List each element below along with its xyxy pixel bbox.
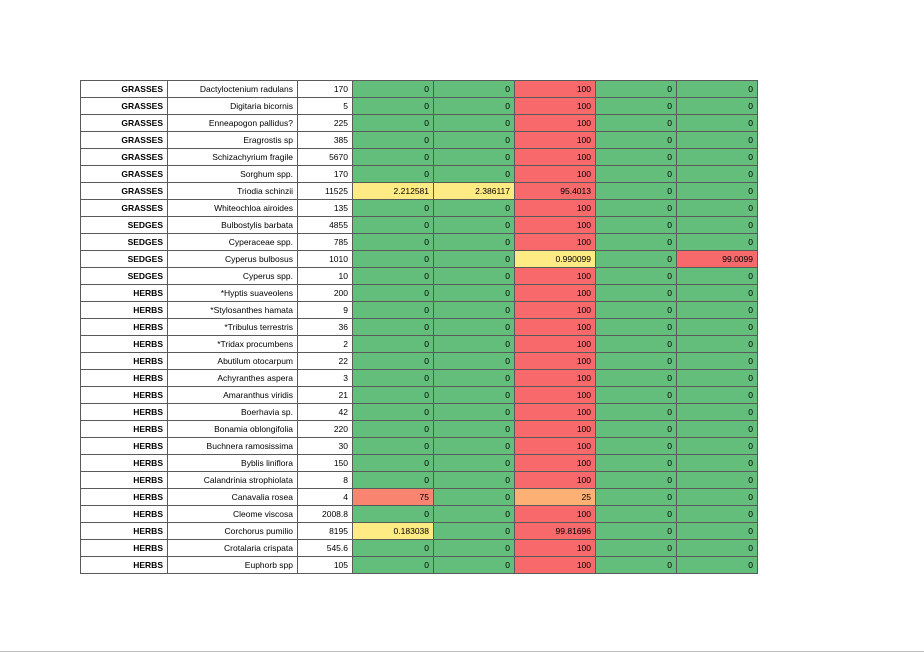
percent-cell-3: 100: [515, 149, 596, 166]
percent-cell-5: 0: [677, 438, 758, 455]
species-cell: Amaranthus viridis: [168, 387, 298, 404]
percent-cell-1: 0: [353, 370, 434, 387]
percent-cell-1: 0: [353, 472, 434, 489]
percent-cell-2: 0: [434, 302, 515, 319]
group-cell: GRASSES: [81, 166, 168, 183]
percent-cell-5: 0: [677, 234, 758, 251]
percent-cell-1: 0: [353, 285, 434, 302]
count-cell: 785: [298, 234, 353, 251]
percent-cell-4: 0: [596, 149, 677, 166]
percent-cell-4: 0: [596, 115, 677, 132]
percent-cell-3: 100: [515, 285, 596, 302]
percent-cell-5: 0: [677, 336, 758, 353]
species-percentage-table: [80, 80, 758, 574]
percent-cell-3: 100: [515, 132, 596, 149]
table-row: [81, 234, 758, 251]
count-cell: 5670: [298, 149, 353, 166]
percent-cell-3: 100: [515, 234, 596, 251]
species-cell: Cyperaceae spp.: [168, 234, 298, 251]
table-row: [81, 149, 758, 166]
table-row: [81, 387, 758, 404]
group-cell: HERBS: [81, 302, 168, 319]
species-cell: Enneapogon pallidus?: [168, 115, 298, 132]
count-cell: 135: [298, 200, 353, 217]
count-cell: 150: [298, 455, 353, 472]
percent-cell-5: 0: [677, 404, 758, 421]
percent-cell-3: 100: [515, 506, 596, 523]
table-row: [81, 523, 758, 540]
percent-cell-1: 75: [353, 489, 434, 506]
percent-cell-5: 0: [677, 557, 758, 574]
count-cell: 22: [298, 353, 353, 370]
percent-cell-5: 0: [677, 149, 758, 166]
species-cell: *Tribulus terrestris: [168, 319, 298, 336]
percent-cell-2: 0: [434, 217, 515, 234]
group-cell: GRASSES: [81, 115, 168, 132]
percent-cell-5: 0: [677, 217, 758, 234]
percent-cell-1: 0: [353, 149, 434, 166]
count-cell: 4: [298, 489, 353, 506]
percent-cell-4: 0: [596, 489, 677, 506]
percent-cell-1: 0: [353, 557, 434, 574]
group-cell: GRASSES: [81, 200, 168, 217]
percent-cell-5: 99.0099: [677, 251, 758, 268]
species-cell: Bulbostylis barbata: [168, 217, 298, 234]
group-cell: HERBS: [81, 319, 168, 336]
table-row: [81, 183, 758, 200]
percent-cell-5: 0: [677, 506, 758, 523]
percent-cell-4: 0: [596, 438, 677, 455]
table-row: [81, 506, 758, 523]
percent-cell-2: 0: [434, 234, 515, 251]
count-cell: 170: [298, 166, 353, 183]
percent-cell-4: 0: [596, 302, 677, 319]
count-cell: 170: [298, 81, 353, 98]
percent-cell-3: 100: [515, 370, 596, 387]
table-row: [81, 455, 758, 472]
group-cell: HERBS: [81, 523, 168, 540]
species-cell: Boerhavia sp.: [168, 404, 298, 421]
species-cell: Cleome viscosa: [168, 506, 298, 523]
percent-cell-4: 0: [596, 98, 677, 115]
count-cell: 2: [298, 336, 353, 353]
percent-cell-1: 0: [353, 251, 434, 268]
percent-cell-4: 0: [596, 200, 677, 217]
species-cell: Buchnera ramosissima: [168, 438, 298, 455]
percent-cell-3: 100: [515, 319, 596, 336]
percent-cell-4: 0: [596, 319, 677, 336]
percent-cell-1: 0: [353, 217, 434, 234]
percent-cell-1: 0: [353, 200, 434, 217]
percent-cell-4: 0: [596, 370, 677, 387]
percent-cell-5: 0: [677, 115, 758, 132]
percent-cell-5: 0: [677, 268, 758, 285]
percent-cell-3: 25: [515, 489, 596, 506]
group-cell: HERBS: [81, 455, 168, 472]
percent-cell-1: 0: [353, 540, 434, 557]
group-cell: HERBS: [81, 506, 168, 523]
percent-cell-1: 0.183038: [353, 523, 434, 540]
percent-cell-4: 0: [596, 81, 677, 98]
percent-cell-2: 0: [434, 115, 515, 132]
count-cell: 545.6: [298, 540, 353, 557]
page-bottom-rule: [0, 651, 924, 652]
percent-cell-4: 0: [596, 268, 677, 285]
percent-cell-4: 0: [596, 557, 677, 574]
species-cell: Dactyloctenium radulans: [168, 81, 298, 98]
percent-cell-3: 100: [515, 438, 596, 455]
species-cell: Calandrinia strophiolata: [168, 472, 298, 489]
count-cell: 8: [298, 472, 353, 489]
species-cell: *Tridax procumbens: [168, 336, 298, 353]
table-row: [81, 302, 758, 319]
percent-cell-5: 0: [677, 523, 758, 540]
percent-cell-4: 0: [596, 421, 677, 438]
group-cell: SEDGES: [81, 234, 168, 251]
percent-cell-5: 0: [677, 200, 758, 217]
percent-cell-2: 0: [434, 472, 515, 489]
percent-cell-5: 0: [677, 370, 758, 387]
table-row: [81, 557, 758, 574]
percent-cell-5: 0: [677, 353, 758, 370]
percent-cell-1: 0: [353, 132, 434, 149]
species-cell: Corchorus pumilio: [168, 523, 298, 540]
percent-cell-5: 0: [677, 302, 758, 319]
percent-cell-4: 0: [596, 540, 677, 557]
percent-cell-5: 0: [677, 166, 758, 183]
species-cell: Euphorb spp: [168, 557, 298, 574]
count-cell: 21: [298, 387, 353, 404]
species-cell: Sorghum spp.: [168, 166, 298, 183]
percent-cell-4: 0: [596, 251, 677, 268]
percent-cell-1: 0: [353, 404, 434, 421]
table-row: [81, 421, 758, 438]
table-row: [81, 166, 758, 183]
count-cell: 225: [298, 115, 353, 132]
table-body: [81, 81, 758, 574]
table-row: [81, 472, 758, 489]
percent-cell-2: 0: [434, 370, 515, 387]
species-cell: Whiteochloa airoides: [168, 200, 298, 217]
percent-cell-2: 0: [434, 132, 515, 149]
table-row: [81, 251, 758, 268]
percent-cell-4: 0: [596, 285, 677, 302]
percent-cell-2: 0: [434, 404, 515, 421]
percent-cell-5: 0: [677, 132, 758, 149]
species-cell: Cyperus spp.: [168, 268, 298, 285]
table-row: [81, 81, 758, 98]
percent-cell-2: 0: [434, 353, 515, 370]
species-cell: Achyranthes aspera: [168, 370, 298, 387]
percent-cell-1: 0: [353, 234, 434, 251]
percent-cell-1: 0: [353, 115, 434, 132]
percent-cell-4: 0: [596, 506, 677, 523]
group-cell: HERBS: [81, 438, 168, 455]
percent-cell-5: 0: [677, 183, 758, 200]
group-cell: HERBS: [81, 421, 168, 438]
group-cell: GRASSES: [81, 149, 168, 166]
group-cell: HERBS: [81, 336, 168, 353]
table-row: [81, 336, 758, 353]
percent-cell-1: 0: [353, 319, 434, 336]
count-cell: 3: [298, 370, 353, 387]
percent-cell-1: 0: [353, 421, 434, 438]
percent-cell-1: 0: [353, 81, 434, 98]
percent-cell-1: 2.212581: [353, 183, 434, 200]
percent-cell-2: 2.386117: [434, 183, 515, 200]
percent-cell-2: 0: [434, 166, 515, 183]
percent-cell-3: 100: [515, 455, 596, 472]
percent-cell-1: 0: [353, 166, 434, 183]
group-cell: GRASSES: [81, 98, 168, 115]
group-cell: HERBS: [81, 387, 168, 404]
percent-cell-5: 0: [677, 421, 758, 438]
group-cell: HERBS: [81, 557, 168, 574]
species-cell: Eragrostis sp: [168, 132, 298, 149]
species-cell: Digitaria bicornis: [168, 98, 298, 115]
percent-cell-1: 0: [353, 98, 434, 115]
percent-cell-3: 0.990099: [515, 251, 596, 268]
count-cell: 2008.8: [298, 506, 353, 523]
percent-cell-2: 0: [434, 557, 515, 574]
percent-cell-3: 100: [515, 166, 596, 183]
group-cell: GRASSES: [81, 132, 168, 149]
percent-cell-2: 0: [434, 506, 515, 523]
percent-cell-3: 100: [515, 268, 596, 285]
percent-cell-2: 0: [434, 268, 515, 285]
species-cell: Abutilum otocarpum: [168, 353, 298, 370]
group-cell: SEDGES: [81, 217, 168, 234]
percent-cell-1: 0: [353, 387, 434, 404]
group-cell: HERBS: [81, 540, 168, 557]
percent-cell-3: 100: [515, 98, 596, 115]
percent-cell-4: 0: [596, 217, 677, 234]
count-cell: 105: [298, 557, 353, 574]
percent-cell-2: 0: [434, 81, 515, 98]
table-row: [81, 217, 758, 234]
count-cell: 42: [298, 404, 353, 421]
count-cell: 36: [298, 319, 353, 336]
percent-cell-4: 0: [596, 336, 677, 353]
percent-cell-3: 100: [515, 336, 596, 353]
group-cell: SEDGES: [81, 251, 168, 268]
percent-cell-3: 100: [515, 81, 596, 98]
percent-cell-5: 0: [677, 455, 758, 472]
table-row: [81, 370, 758, 387]
table-row: [81, 353, 758, 370]
group-cell: HERBS: [81, 285, 168, 302]
percent-cell-3: 100: [515, 557, 596, 574]
percent-cell-3: 100: [515, 472, 596, 489]
table-row: [81, 489, 758, 506]
species-cell: Triodia schinzii: [168, 183, 298, 200]
percent-cell-2: 0: [434, 489, 515, 506]
percent-cell-1: 0: [353, 336, 434, 353]
percent-cell-2: 0: [434, 149, 515, 166]
percent-cell-5: 0: [677, 387, 758, 404]
percent-cell-2: 0: [434, 251, 515, 268]
table-row: [81, 540, 758, 557]
percent-cell-2: 0: [434, 455, 515, 472]
count-cell: 1010: [298, 251, 353, 268]
percent-cell-1: 0: [353, 438, 434, 455]
percent-cell-2: 0: [434, 336, 515, 353]
percent-cell-2: 0: [434, 285, 515, 302]
percent-cell-3: 100: [515, 387, 596, 404]
percent-cell-4: 0: [596, 472, 677, 489]
percent-cell-4: 0: [596, 132, 677, 149]
table-row: [81, 285, 758, 302]
table-row: [81, 115, 758, 132]
group-cell: SEDGES: [81, 268, 168, 285]
species-cell: *Hyptis suaveolens: [168, 285, 298, 302]
percent-cell-3: 95.4013: [515, 183, 596, 200]
percent-cell-2: 0: [434, 387, 515, 404]
percent-cell-3: 100: [515, 115, 596, 132]
species-cell: Schizachyrium fragile: [168, 149, 298, 166]
percent-cell-5: 0: [677, 319, 758, 336]
percent-cell-3: 100: [515, 404, 596, 421]
percent-cell-4: 0: [596, 234, 677, 251]
table-row: [81, 404, 758, 421]
percent-cell-5: 0: [677, 285, 758, 302]
percent-cell-2: 0: [434, 421, 515, 438]
count-cell: 10: [298, 268, 353, 285]
percent-cell-5: 0: [677, 540, 758, 557]
group-cell: HERBS: [81, 489, 168, 506]
percent-cell-2: 0: [434, 540, 515, 557]
group-cell: GRASSES: [81, 183, 168, 200]
species-cell: *Stylosanthes hamata: [168, 302, 298, 319]
percent-cell-2: 0: [434, 438, 515, 455]
table-row: [81, 98, 758, 115]
percent-cell-1: 0: [353, 506, 434, 523]
species-cell: Cyperus bulbosus: [168, 251, 298, 268]
table-row: [81, 132, 758, 149]
percent-cell-2: 0: [434, 319, 515, 336]
species-cell: Canavalia rosea: [168, 489, 298, 506]
percent-cell-4: 0: [596, 455, 677, 472]
species-cell: Byblis liniflora: [168, 455, 298, 472]
count-cell: 4855: [298, 217, 353, 234]
count-cell: 9: [298, 302, 353, 319]
percent-cell-5: 0: [677, 98, 758, 115]
count-cell: 5: [298, 98, 353, 115]
percent-cell-3: 100: [515, 540, 596, 557]
percent-cell-3: 100: [515, 200, 596, 217]
percent-cell-2: 0: [434, 98, 515, 115]
group-cell: HERBS: [81, 472, 168, 489]
percent-cell-3: 100: [515, 302, 596, 319]
percent-cell-3: 99.81696: [515, 523, 596, 540]
species-cell: Bonamia oblongifolia: [168, 421, 298, 438]
percent-cell-4: 0: [596, 183, 677, 200]
percent-cell-3: 100: [515, 421, 596, 438]
percent-cell-2: 0: [434, 200, 515, 217]
table-row: [81, 200, 758, 217]
percent-cell-1: 0: [353, 268, 434, 285]
count-cell: 11525: [298, 183, 353, 200]
percent-cell-1: 0: [353, 302, 434, 319]
table-row: [81, 319, 758, 336]
percent-cell-3: 100: [515, 217, 596, 234]
species-cell: Crotalaria crispata: [168, 540, 298, 557]
count-cell: 200: [298, 285, 353, 302]
group-cell: GRASSES: [81, 81, 168, 98]
percent-cell-2: 0: [434, 523, 515, 540]
percent-cell-5: 0: [677, 489, 758, 506]
percent-cell-4: 0: [596, 523, 677, 540]
count-cell: 30: [298, 438, 353, 455]
percent-cell-5: 0: [677, 81, 758, 98]
percent-cell-4: 0: [596, 353, 677, 370]
percent-cell-1: 0: [353, 455, 434, 472]
group-cell: HERBS: [81, 370, 168, 387]
percent-cell-5: 0: [677, 472, 758, 489]
percent-cell-4: 0: [596, 387, 677, 404]
percent-cell-3: 100: [515, 353, 596, 370]
count-cell: 8195: [298, 523, 353, 540]
group-cell: HERBS: [81, 353, 168, 370]
percent-cell-1: 0: [353, 353, 434, 370]
count-cell: 220: [298, 421, 353, 438]
percent-cell-4: 0: [596, 166, 677, 183]
table-row: [81, 438, 758, 455]
table-row: [81, 268, 758, 285]
group-cell: HERBS: [81, 404, 168, 421]
count-cell: 385: [298, 132, 353, 149]
percent-cell-4: 0: [596, 404, 677, 421]
